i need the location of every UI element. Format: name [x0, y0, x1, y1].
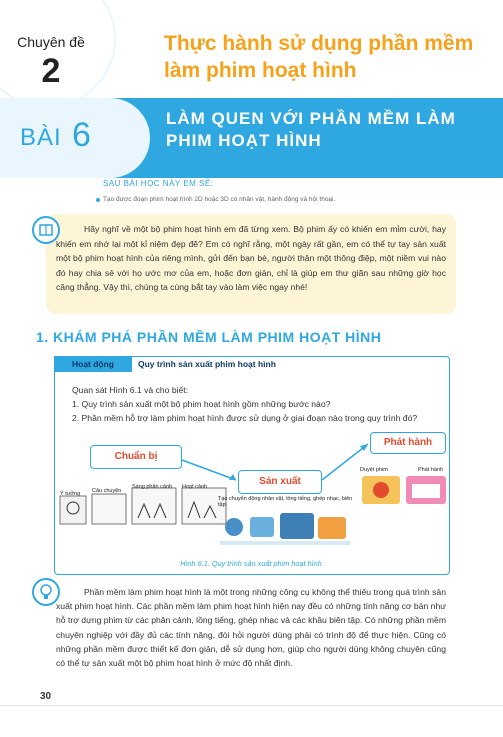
lesson-title: LÀM QUEN VỚI PHẦN MỀM LÀM PHIM HOẠT HÌNH	[166, 109, 456, 150]
objectives-heading: SAU BÀI HỌC NÀY EM SẼ:	[103, 179, 214, 188]
label-idea: Ý tưởng	[60, 491, 81, 497]
question-2: 2. Phần mềm hỗ trợ làm phim hoạt hình được sử dụng ở giai đoạn nào trong quy trình đó?	[72, 413, 418, 423]
objective-item: Tạo được đoạn phim hoạt hình 2D hoặc 3D có nhân vật, hành động và hội thoại.	[103, 196, 336, 203]
lesson-number: 6	[72, 116, 91, 154]
page-number: 30	[40, 691, 52, 702]
label-review: Duyệt phim	[360, 467, 388, 473]
figure-caption: Hình 6.1. Quy trình sản xuất phim hoạt hình	[180, 559, 322, 568]
closing-paragraph: Phần mềm làm phim hoạt hình là một trong những công cụ không thể thiếu trong quá trình sản xuất phim hoạt hình. Các phần mềm làm phim hoạt hình hiện nay đều có những tính năng cơ bản như hỗ trợ dựng phim từ các phân cảnh, lồng tiếng, ghép nhạc và các khâu biên tập. Có những phần mềm chuyên nghiệp với đầy đủ các tính năng, đòi hỏi người dùng phải có trình độ để thực hiện. Cũng có những phần mềm được thiết kế đơn giản, dễ sử dụng hơn, giúp cho người dùng không chuyên cũng có thể tự sản xuất một bộ phim hoạt hình ở mức độ nhất định.	[56, 587, 446, 669]
activity-title: Quy trình sản xuất phim hoạt hình	[138, 359, 276, 369]
publish-illustration	[360, 474, 448, 508]
section-heading: 1. KHÁM PHÁ PHẦN MỀM LÀM PHIM HOẠT HÌNH	[36, 329, 382, 345]
label-scene: Hoạt cảnh	[182, 484, 208, 490]
stage-production: Sản xuất	[238, 470, 322, 494]
label-story: Câu chuyện	[92, 488, 122, 494]
production-illustration	[220, 505, 350, 547]
intro-text: Hãy nghĩ về một bộ phim hoạt hình em đã từng xem. Bộ phim ấy có khiến em mỉm cười, hay khiến em nhớ lại một kỉ niệm đẹp đẽ? Em có nghĩ rằng, một ngày rất gần, em có thể tự tay sản xuất một bộ phim hoạt hình của riêng mình, gửi đến bạn bè, người thân một thông điệp, một niềm vui nào đó hay chia sẻ với họ ước mơ của em, hoặc đơn giản, chỉ là giúp em thư giãn sau những giờ học căng thẳng. Vậy thì, chúng ta cùng bắt tay vào làm việc ngay nhé!	[56, 224, 446, 292]
lesson-label: BÀI	[20, 124, 62, 151]
footer-divider	[0, 705, 503, 706]
activity-lead: Quan sát Hình 6.1 và cho biết:	[72, 385, 189, 395]
activity-tag-label: Hoạt động	[71, 359, 115, 369]
topic-title: Thực hành sử dụng phần mềm làm phim hoạt hình	[164, 32, 474, 82]
topic-label: Chuyên đề	[17, 34, 85, 50]
label-release: Phát hành	[418, 467, 444, 473]
bullet-icon	[96, 198, 100, 202]
label-production-tasks: Tạo chuyển động nhân vật, lồng tiếng, ghép nhạc, biên tập	[218, 496, 353, 508]
activity-body	[72, 383, 432, 425]
stage-publish: Phát hành	[370, 432, 446, 454]
label-storyboard: Sáng phân cảnh	[132, 484, 173, 490]
topic-number: 2	[41, 52, 61, 90]
question-1: 1. Quy trình sản xuất một bộ phim hoạt hình gồm những bước nào?	[72, 399, 331, 409]
stage-prepare: Chuẩn bị	[90, 445, 182, 469]
